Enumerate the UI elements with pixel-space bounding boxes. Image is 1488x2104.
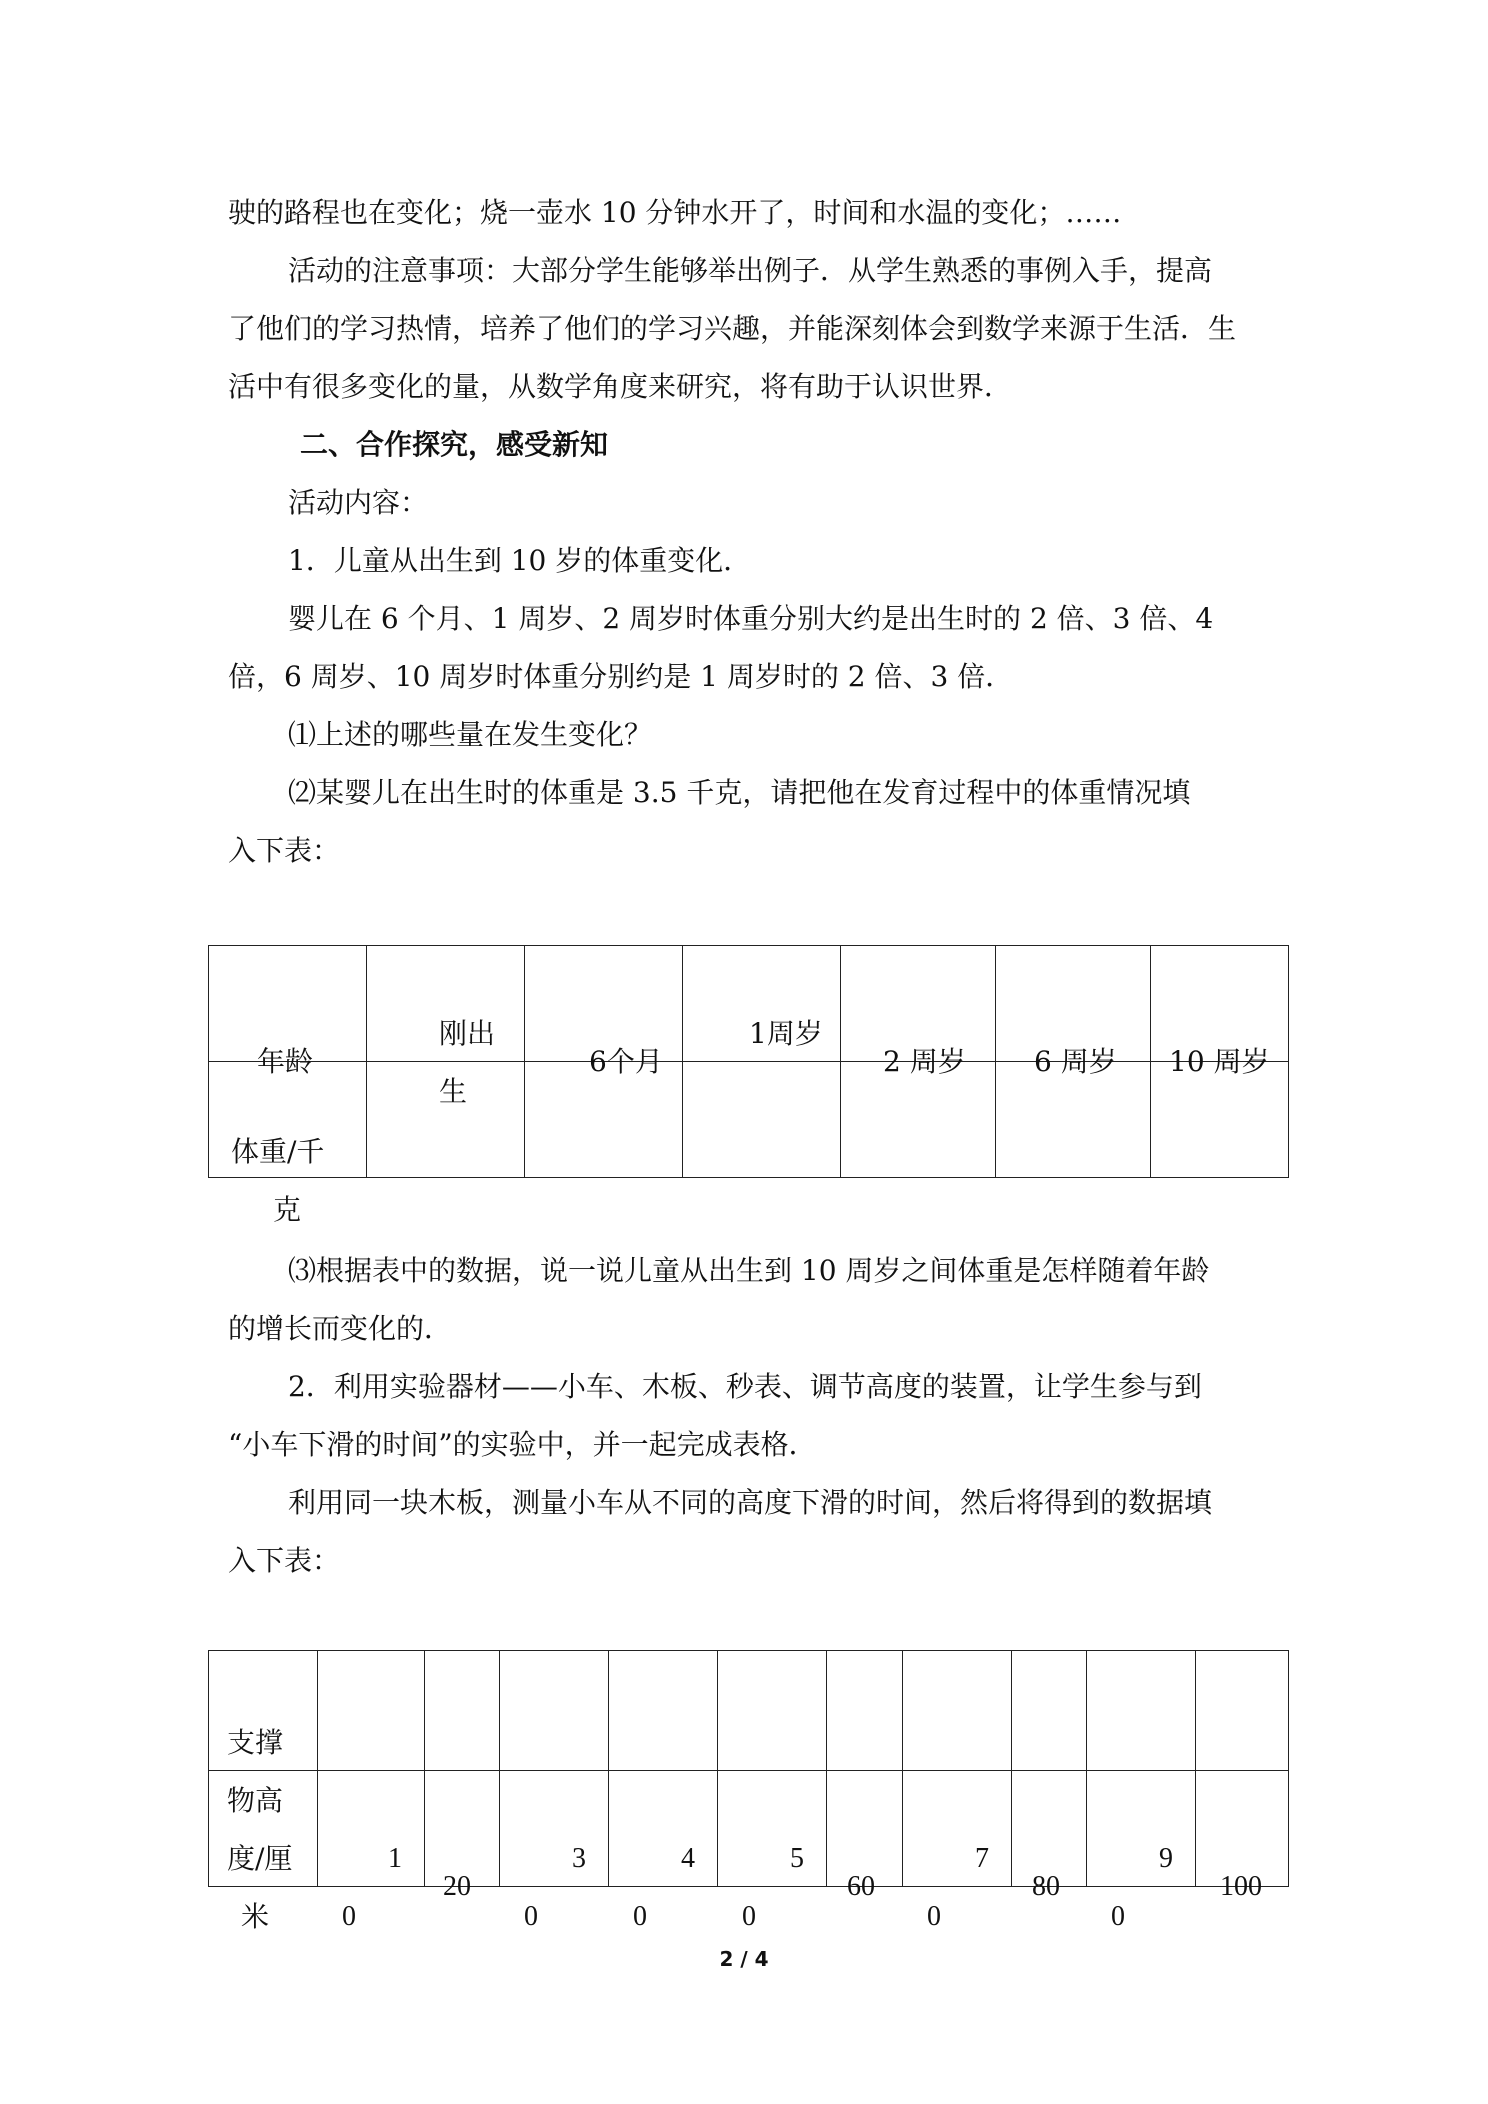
slide-time-table: [208, 1650, 1289, 1933]
weight-table: [208, 945, 1289, 1226]
height-value-cell: [718, 1771, 827, 1932]
height-value-part: 3: [572, 1842, 586, 1874]
height-value-cell: [1196, 1771, 1289, 1902]
weight-label-line1: 体重/千: [231, 1134, 325, 1168]
time-input-cell[interactable]: [1012, 1651, 1087, 1771]
height-value-part: 5: [790, 1842, 804, 1874]
paragraph-line: ⑵某婴儿在出生时的体重是 3.5 千克，请把他在发育过程中的体重情况填: [288, 776, 1191, 809]
paragraph-line: ⑴上述的哪些量在发生变化？: [288, 718, 653, 751]
height-value-part: 1: [388, 1842, 402, 1874]
time-input-cell[interactable]: [827, 1651, 903, 1771]
height-label-line3: 度/厘: [227, 1841, 293, 1875]
paragraph-line: 婴儿在 6 个月、1 周岁、2 周岁时体重分别大约是出生时的 2 倍、3 倍、4: [288, 602, 1214, 635]
height-label-line4: 米: [241, 1899, 270, 1933]
height-value-part: 0: [927, 1900, 941, 1932]
height-value: 20: [443, 1870, 471, 1902]
height-value-part: 0: [524, 1900, 538, 1932]
table-header-cell: [367, 946, 525, 1108]
height-value-part: 7: [975, 1842, 989, 1874]
height-label-line1: 支撑: [227, 1725, 284, 1759]
age-6-months: 6个月: [589, 1044, 663, 1078]
weight-label-line2: 克: [273, 1192, 302, 1226]
age-1-year: 1周岁: [749, 1016, 823, 1050]
paragraph-line: 的增长而变化的．: [228, 1312, 453, 1345]
age-label: 年龄: [257, 1044, 314, 1078]
paragraph-line: 驶的路程也在变化；烧一壶水 10 分钟水开了，时间和水温的变化；……: [228, 196, 1122, 229]
time-input-cell[interactable]: [609, 1651, 718, 1771]
paragraph-line: 1．儿童从出生到 10 岁的体重变化．: [288, 544, 752, 577]
time-input-cell[interactable]: [1196, 1651, 1289, 1771]
table-header-cell: [1151, 946, 1289, 1078]
height-value-part: 9: [1159, 1842, 1173, 1874]
paragraph-line: 活动内容：: [288, 486, 429, 519]
age-10-years: 10 周岁: [1169, 1044, 1270, 1078]
height-value-cell: [827, 1771, 903, 1902]
height-value-part: 0: [1111, 1900, 1125, 1932]
height-value-part: 0: [633, 1900, 647, 1932]
height-value-part: 0: [342, 1900, 356, 1932]
height-label-line2: 物高: [227, 1783, 284, 1817]
height-value-cell: [500, 1771, 609, 1932]
table-header-cell: [996, 946, 1151, 1078]
time-input-cell[interactable]: [318, 1651, 425, 1771]
height-value: 100: [1220, 1870, 1262, 1902]
age-newborn-line1: 刚出: [439, 1016, 496, 1050]
age-newborn-line2: 生: [439, 1074, 468, 1108]
table-header-cell: [209, 946, 367, 1078]
height-value-part: 0: [742, 1900, 756, 1932]
paragraph-line: ⑶根据表中的数据，说一说儿童从出生到 10 周岁之间体重是怎样随着年龄: [288, 1254, 1210, 1287]
weight-input-cell[interactable]: [683, 1062, 841, 1178]
section-heading: 二、合作探究，感受新知: [300, 428, 609, 461]
table-header-cell: [209, 1651, 318, 1817]
height-value-cell: [1012, 1771, 1087, 1902]
time-input-cell[interactable]: [718, 1651, 827, 1771]
time-input-cell[interactable]: [1087, 1651, 1196, 1771]
paragraph-line: 2．利用实验器材——小车、木板、秒表、调节高度的装置，让学生参与到: [288, 1370, 1202, 1403]
height-value: 80: [1032, 1870, 1060, 1902]
height-value: 60: [847, 1870, 875, 1902]
paragraph-line: 入下表：: [228, 834, 341, 867]
height-value-part: 4: [681, 1842, 695, 1874]
paragraph-line: 活动的注意事项：大部分学生能够举出例子．从学生熟悉的事例入手，提高: [288, 254, 1213, 287]
time-input-cell[interactable]: [500, 1651, 609, 1771]
table-header-cell: [525, 946, 683, 1078]
table-header-cell: [683, 946, 841, 1062]
paragraph-line: 利用同一块木板，测量小车从不同的高度下滑的时间，然后将得到的数据填: [288, 1486, 1213, 1519]
paragraph-line: “小车下滑的时间”的实验中，并一起完成表格．: [228, 1428, 817, 1461]
paragraph-line: 活中有很多变化的量，从数学角度来研究，将有助于认识世界．: [228, 370, 1013, 403]
time-input-cell[interactable]: [903, 1651, 1012, 1771]
paragraph-line: 入下表：: [228, 1544, 341, 1577]
height-value-cell: [425, 1771, 500, 1902]
height-value-cell: [1087, 1771, 1196, 1932]
paragraph-line: 了他们的学习热情，培养了他们的学习兴趣，并能深刻体会到数学来源于生活．生: [228, 312, 1237, 345]
table-header-cell: [841, 946, 996, 1078]
age-2-years: 2 周岁: [883, 1044, 966, 1078]
age-6-years: 6 周岁: [1034, 1044, 1117, 1078]
height-value-cell: [609, 1771, 718, 1932]
height-value-cell: [318, 1771, 425, 1932]
paragraph-line: 倍，6 周岁、10 周岁时体重分别约是 1 周岁时的 2 倍、3 倍．: [228, 660, 1014, 693]
time-input-cell[interactable]: [425, 1651, 500, 1771]
height-value-cell: [903, 1771, 1012, 1932]
page-number: 2 / 4: [719, 1947, 769, 1971]
